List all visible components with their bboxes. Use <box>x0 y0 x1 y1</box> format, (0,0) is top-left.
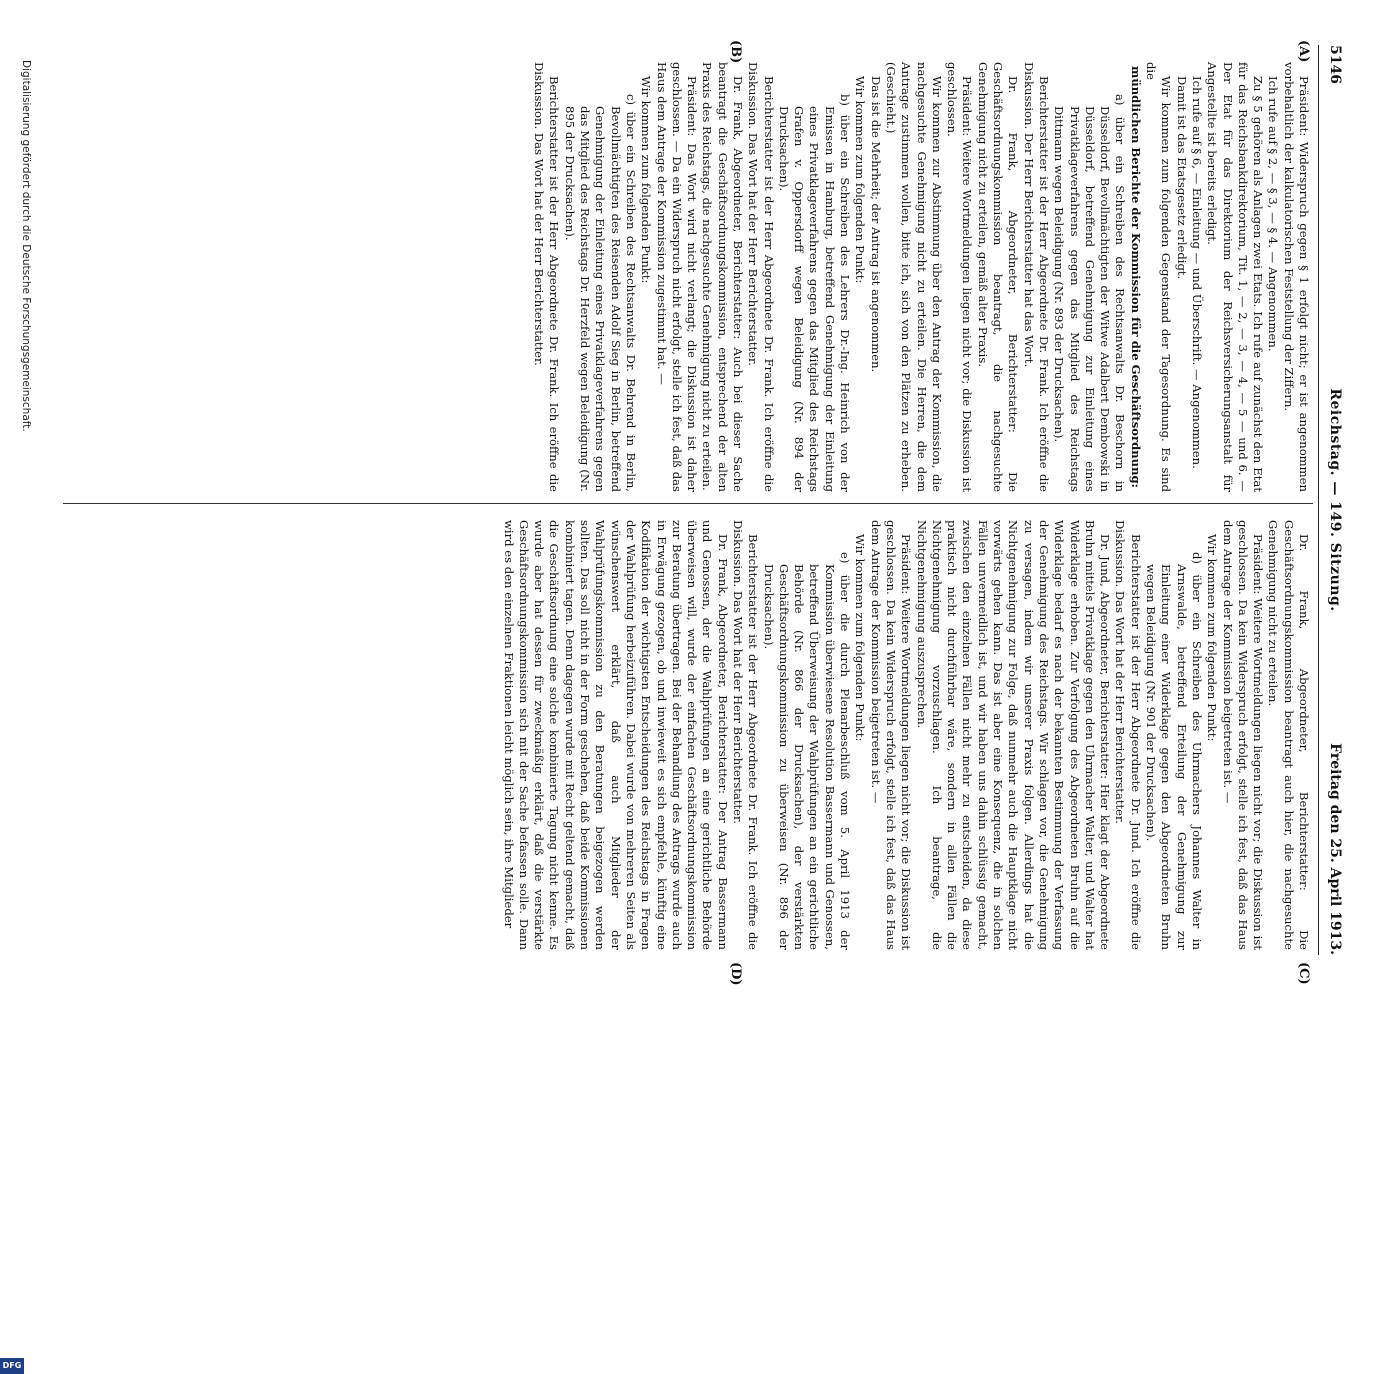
paragraph: Berichterstatter ist der Herr Abgeordnete Dr. Frank. Ich eröffne die Diskussion. Der Herr Berichterstatter hat das Wort. <box>1021 62 1051 492</box>
paragraph: Wir kommen zum folgenden Punkt: <box>853 534 868 742</box>
paragraph: Zu § 5 gehören als Anlagen zwei Etats. Ich rufe auf zunächst den Etat für das Reichsbankdirektorium, Tit. 1, — 2, — 3, — 4, — 5 — und 6. — Der Etat für das Direktorium der Reichsversicherungsanstalt für Angestellte ist bereits erledigt. <box>1205 62 1266 492</box>
left-column <box>531 62 1311 492</box>
agenda-item: b) über ein Schreiben des Lehrers Dr.-Ing. Heinrich von der Emissen in Hamburg, betreffend Genehmigung der Einleitung eines Privatklageverfahrens gegen das Mitglied des Reichstags Grafen v. Oppersdorff wegen Beleidigung (Nr. 894 der Drucksachen). <box>776 94 853 492</box>
paragraph: Damit ist das Etatsgesetz erledigt. <box>1174 76 1189 280</box>
paragraph: Dr. Frank, Abgeordneter, Berichterstatter: Auch bei dieser Sache beantragt die Geschäftsordnungskommission, entsprechend der alten Praxis des Reichstags, die nachgesuchte Genehmigung nicht zu erteilen. <box>700 62 746 492</box>
margin-letter-a: (A) <box>1296 40 1311 63</box>
paragraph: Dr. Frank, Abgeordneter, Berichterstatter: Der Antrag Bassermann und Genossen, der die Wahlprüfungen an eine gerichtliche Behörde überweisen will, wurde der einfachen Geschäftsordnungskommission zur Beratung übertragen. Bei der Behandlung des Antrags wurde auch in Erwägung gezogen, ob und inwieweit es sich empfehle, künftig eine Kodifikation der wichtigsten Entscheidungen des Reichstags in Fragen der Wahlprüfung herbeizuführen. Dabei wurde von mehreren Seiten als wünschenswert erklärt, daß auch Mitglieder der Wahlprüfungskommission zu den Beratungen beigezogen werden sollten. Das soll nicht in der Form geschehen, daß beide Kommissionen kombiniert tagen. Denn dagegen wurde mit Recht geltend gemacht, daß die Geschäftsordnung eine solche kombinierte Tagung nicht kenne. Es wurde aber hat dessen für zweckmäßig erklärt, daß die verstärkte Geschäftsordnungskommission sich mit der Sache befassen solle. Dann wird es den einzelnen Fraktionen leicht möglich sein, ihre Mitglieder <box>501 520 730 950</box>
dfg-logo: DFG <box>0 1358 24 1374</box>
paragraph: Das ist die Mehrheit; der Antrag ist angenommen. <box>868 76 883 373</box>
paragraph: Präsident: Widerspruch gegen § 1 erfolgt nicht; er ist angenommen vorbehaltlich der kalkulatorischen Feststellung der Ziffern. <box>1281 62 1311 492</box>
right-column <box>500 520 1311 950</box>
margin-letter-c: (C) <box>1296 962 1311 985</box>
agenda-item: a) über ein Schreiben des Rechtsanwalts Dr. Beschorn in Düsseldorf, Bevollmächtigten der Witwe Adalbert Dembowski in Düsseldorf, betreffend Genehmigung zur Einleitung eines Privatklageverfahrens gegen das Mitglied des Reichstags Dittmann wegen Beleidigung (Nr. 893 der Drucksachen). <box>1052 94 1128 492</box>
page-title: Reichstag. — 149. Sitzung. <box>1327 388 1343 612</box>
column-divider <box>63 503 1313 504</box>
paragraph: Wir kommen zur Abstimmung über den Antrag der Kommission, die nachgesuchte Genehmigung nicht zu erteilen. Die Herren, die dem Antrage zustimmen wollen, bitte ich, sich von den Plätzen zu erheben. (Geschieht.) <box>883 62 944 492</box>
agenda-item: d) über ein Schreiben des Uhrmachers Johannes Walter in Arnswalde, betreffend Erteilung der Genehmigung zur Einleitung einer Widerklage gegen den Abgeordneten Bruhn wegen Beleidigung (Nr. 901 der Drucksachen). <box>1144 552 1204 950</box>
paragraph: Ich rufe auf § 2, — § 3, — § 4. — Angenommen. <box>1266 76 1281 352</box>
margin-letter-b: (B) <box>728 40 743 64</box>
paragraph: Ich rufe auf § 6, — Einleitung — und Überschrift. — Angenommen. <box>1189 76 1204 469</box>
paragraph: Wir kommen zum folgenden Punkt: <box>639 76 654 284</box>
paragraph: Berichterstatter ist der Herr Abgeordnete Dr. Jund. Ich eröffne die Diskussion. Das Wort hat der Herr Berichterstatter. <box>1113 520 1143 950</box>
agenda-item: e) über die durch Plenarbeschluß vom 5. April 1913 der Kommission überwiesene Resolution Bassermann und Genossen, betreffend Überweisung der Wahlprüfungen an ein gerichtliche Behörde (Nr. 866 der Drucksachen), der verstärkten Geschäftsordnungskommission zu überweisen (Nr. 896 der Drucksachen). <box>761 552 853 950</box>
session-date: Freitag den 25. April 1913. <box>1327 743 1343 955</box>
header-rule <box>1318 45 1319 955</box>
section-heading: mündlichen Berichte der Kommission für die Geschäftsordnung: <box>1128 66 1143 488</box>
paragraph: Wir kommen zum folgenden Gegenstand der Tagesordnung. Es sind die <box>1144 62 1174 492</box>
paragraph: Berichterstatter ist der Herr Abgeordnete Dr. Frank. Ich eröffne die Diskussion. Das Wort hat der Herr Berichterstatter. <box>731 520 761 950</box>
paragraph: Präsident: Weitere Wortmeldungen liegen nicht vor; die Diskussion ist geschlossen. Da kein Widerspruch erfolgt, stelle ich fest, daß das Haus dem Antrage der Kommission beigetreten ist. — <box>868 520 914 950</box>
paragraph: Präsident: Weitere Wortmeldungen liegen nicht vor; die Diskussion ist geschlossen. <box>945 62 975 492</box>
credit-text: Digitalisierung gefördert durch die Deutsche Forschungsgemeinschaft. <box>20 60 32 432</box>
running-head <box>1321 45 1343 955</box>
paragraph: Berichterstatter ist der Herr Abgeordnete Dr. Frank. Ich eröffne die Diskussion. Das Wort hat der Herr Berichterstatter. <box>532 62 562 492</box>
paragraph: Präsident: Das Wort wird nicht verlangt; die Diskussion ist daher geschlossen. — Da ein Widerspruch nicht erfolgt, stelle ich fest, daß das Haus dem Antrage der Kommission zugestimmt hat. — <box>654 62 700 492</box>
paragraph: Wir kommen zum folgenden Punkt: <box>853 76 868 284</box>
digitization-credit <box>13 60 35 940</box>
agenda-item: c) über ein Schreiben des Rechtsanwalts Dr. Behrend in Berlin, Bevollmächtigten des Reisenden Adolf Sieg in Berlin, betreffend Genehmigung der Einleitung eines Privatklageverfahrens gegen das Mitglied des Reichstags Dr. Herzfeld wegen Beleidigung (Nr. 895 der Drucksachen). <box>562 94 638 492</box>
paragraph: Wir kommen zum folgenden Punkt: <box>1205 534 1220 742</box>
margin-letter-d: (D) <box>728 962 743 986</box>
paragraph: Dr. Jund, Abgeordneter, Berichterstatter: Hier klagt der Abgeordnete Bruhn mittels Privatklage gegen den Uhrmacher Walter, und Walter hat Widerklage erhoben. Zur Verfolgung des Abgeordneten Bruhn auf die Widerklage bedarf es nach der bekannten Bestimmung der Verfassung der Genehmigung des Reichstags. Wir schlagen vor, die Genehmigung zu versagen, indem wir unserer Praxis folgen. Allerdings hat die Nichtgenehmigung zur Folge, daß nunmehr auch die Hauptklage nicht vorwärts gehen kann. Das ist aber eine Konsequenz, die in solchen Fällen unvermeidlich ist, und wir haben uns dahin schlüssig gemacht, zwischen den einzelnen Fällen nicht mehr zu entscheiden, da diese praktisch nicht durchführbar wäre, sondern in allen Fällen die Nichtgenehmigung vorzuschlagen. Ich beantrage, die Nichtgenehmigung auszusprechen. <box>914 520 1113 950</box>
page-number: 5146 <box>1327 45 1343 84</box>
paragraph: Dr. Frank, Abgeordneter, Berichterstatter: Die Geschäftsordnungskommission beantragt auch hier, die nachgesuchte Genehmigung nicht zu erteilen. <box>1266 520 1311 950</box>
paragraph: Berichterstatter ist der Herr Abgeordnete Dr. Frank. Ich eröffne die Diskussion. Das Wort hat der Herr Berichterstatter. <box>746 62 776 492</box>
paragraph: Präsident: Weitere Wortmeldungen liegen nicht vor; die Diskussion ist geschlossen. Da kein Widerspruch erfolgt, stelle ich fest, daß das Haus dem Antrage der Kommission beigetreten ist. — <box>1220 520 1266 950</box>
paragraph: Dr. Frank, Abgeordneter, Berichterstatter: Die Geschäftsordnungskommission beantragt, die nachgesuchte Genehmigung nicht zu erteilen, gemäß alter Praxis. <box>975 62 1021 492</box>
